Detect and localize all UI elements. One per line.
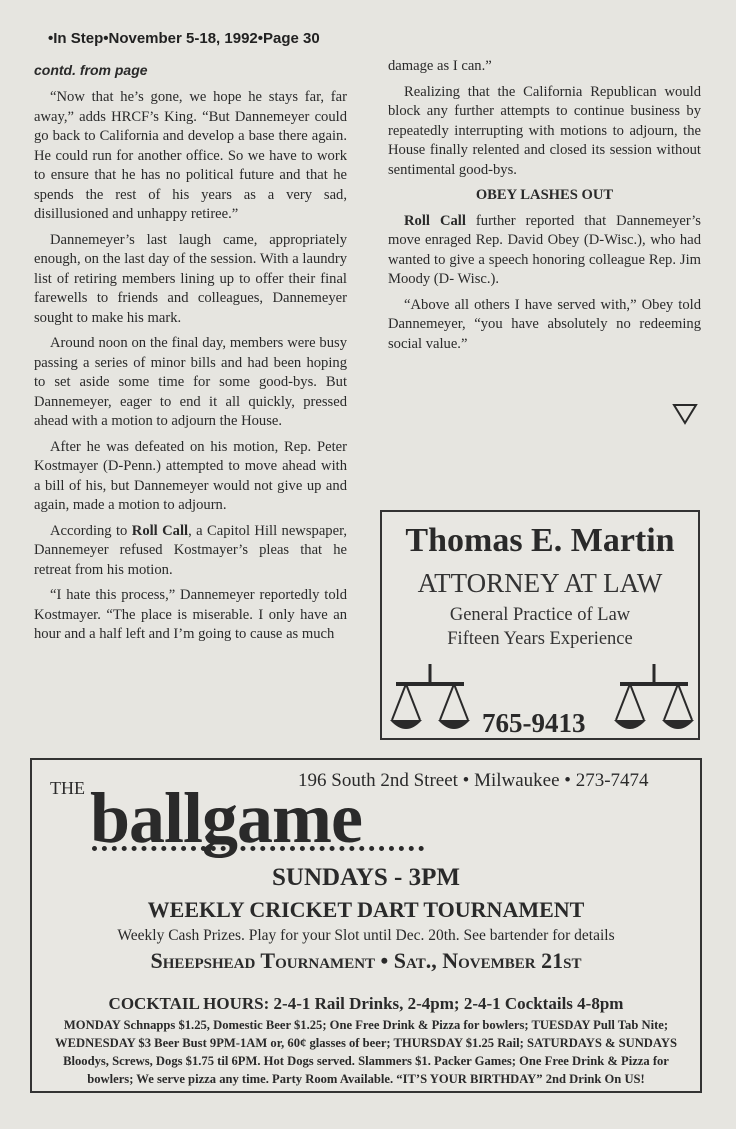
article-column-2: [388, 57, 701, 360]
subheading: OBEY LASHES OUT: [475, 187, 614, 203]
paragraph: Dannemeyer’s last laugh came, appropriately enough, on the last day of the session. With a laundry list of retiring members lining up to offer their final farewells to friends and colleagues, Dannemeyer sought to make his mark.: [34, 231, 347, 326]
paragraph: According to Roll Call, a Capitol Hill newspaper, Dannemeyer refused Kostmayer’s pleas that he retreat from his motion.: [34, 522, 347, 578]
ballgame-the: THE: [50, 778, 85, 798]
ballgame-address: 196 South 2nd Street • Milwaukee • 273-7474: [298, 770, 649, 791]
scales-right-icon: [610, 662, 698, 736]
paragraph: Around noon on the final day, members were busy passing a series of minor bills and had been hoping to set aside some time for some good-bys. But Dannemeyer, eager to end it all quickly, pressed ahead with a motion to adjourn the House.: [34, 335, 347, 429]
roll-call-emphasis: Roll Call: [404, 212, 466, 229]
sundays-line: SUNDAYS - 3PM: [272, 864, 460, 891]
paragraph: “Above all others I have served with,” Obey told Dannemeyer, “you have absolutely no redeeming social value.”: [388, 296, 701, 352]
attorney-name: Thomas E. Martin: [405, 522, 675, 559]
ballgame-logo: ballgame: [90, 778, 362, 858]
paragraph: Realizing that the California Republican would block any further attempts to continue business by repeatedly interrupting with motions to adjourn, the House finally relented and closed its session without sentimental good-bys.: [388, 83, 701, 178]
scales-left-icon: [386, 662, 474, 736]
paragraph: “Now that he’s gone, we hope he stays far, far away,” adds HRCF’s King. “But Dannemeyer could go back to California and develop a base there again. He could run for another office. So we have to work to ensure that he has no political future and that he spends the rest of his years as a very sad, disillusioned and unhappy retiree.”: [34, 89, 347, 222]
continued-label: contd. from page: [34, 62, 148, 78]
ballgame-ad: [30, 758, 702, 1093]
sheepshead-line: Sheepshead Tournament • Sat., November 21st: [150, 948, 582, 973]
cocktail-hours: COCKTAIL HOURS: 2-4-1 Rail Drinks, 2-4pm; 2-4-1 Cocktails 4-8pm: [108, 994, 624, 1013]
logo-dots: [92, 846, 424, 855]
paragraph: “I hate this process,” Dannemeyer reportedly told Kostmayer. “The place is miserable. I only have an hour and a half left and I’m going to cause as much: [34, 587, 347, 642]
practice-line: General Practice of Law: [449, 605, 631, 625]
paragraph: Roll Call further reported that Dannemeyer’s move enraged Rep. David Obey (D-Wisc.), who had wanted to give a speech honoring colleague Rep. Jim Moody (D- Wisc.).: [388, 212, 701, 287]
paragraph: After he was defeated on his motion, Rep. Peter Kostmayer (D-Penn.) attempted to move ahead with a bill of his, but Dannemeyer would not give up and again, made a motion to adjourn.: [34, 438, 347, 513]
page-header: •In Step•November 5-18, 1992•Page 30: [48, 30, 320, 47]
end-triangle-icon: [672, 402, 698, 426]
cricket-line: WEEKLY CRICKET DART TOURNAMENT: [147, 897, 585, 922]
article-column-1: [34, 88, 347, 651]
weekly-specials: MONDAY Schnapps $1.25, Domestic Beer $1.25; One Free Drink & Pizza for bowlers; TUESDAY Pull Tab Nite; WEDNESDAY $3 Beer Bust 9PM-1AM or, 60¢ glasses of beer; THURSDAY $1.25 Rail; SATURDAYS & SUNDAYS Bloodys, Screws, Dogs $1.75 til 6PM. Hot Dogs served. Slammers $1. Packer Games; One Free Drink & Pizza for bowlers; We serve pizza any time. Party Room Available. “IT’S YOUR BIRTHDAY” 2nd Drink On US!: [55, 1018, 677, 1086]
cash-prizes-line: Weekly Cash Prizes. Play for your Slot until Dec. 20th. See bartender for details: [117, 927, 615, 944]
attorney-phone: 765-9413: [482, 708, 586, 738]
attorney-ad: [380, 510, 700, 740]
attorney-title: ATTORNEY AT LAW: [417, 568, 663, 598]
roll-call-emphasis: Roll Call: [131, 522, 189, 539]
paragraph: damage as I can.”: [388, 58, 492, 74]
experience-line: Fifteen Years Experience: [447, 629, 633, 649]
